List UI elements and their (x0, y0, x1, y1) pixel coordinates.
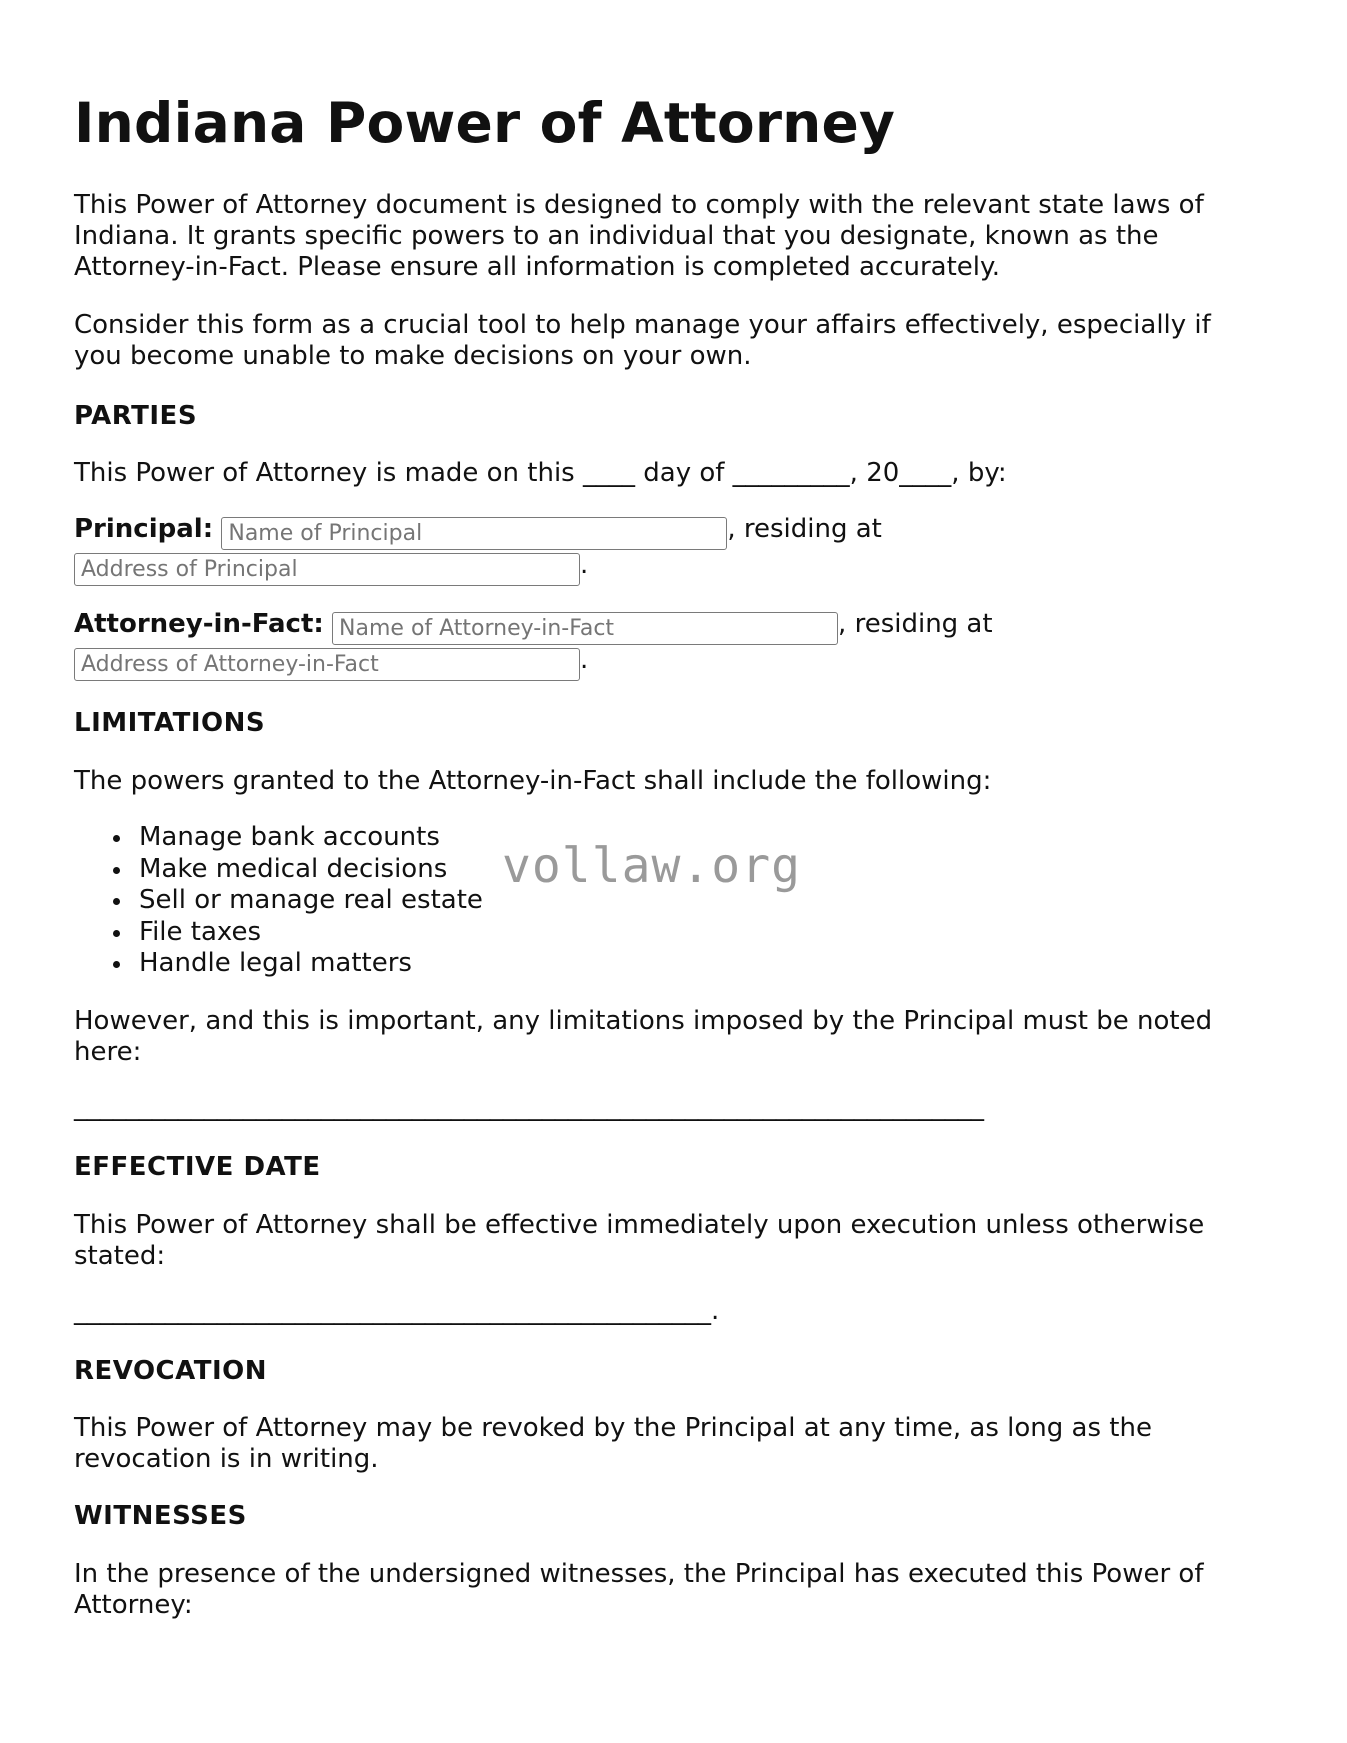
principal-residing-text: , residing at (727, 514, 882, 544)
principal-address-row (74, 550, 588, 586)
list-item: Sell or manage real estate (139, 885, 483, 915)
witnesses-text: In the presence of the undersigned witnesses, the Principal has executed this Power of Attorney: (74, 1559, 1204, 1620)
watermark: vollaw.org (502, 838, 801, 894)
limitations-heading: LIMITATIONS (74, 708, 266, 738)
powers-list (74, 822, 483, 980)
made-on-line: This Power of Attorney is made on this ____ day of _________, 20____, by: (74, 458, 1007, 488)
limitations-intro: The powers granted to the Attorney-in-Fact shall include the following: (74, 766, 992, 796)
list-item: File taxes (139, 917, 483, 949)
list-item: Make medical decisions (139, 854, 483, 886)
revocation-heading: REVOCATION (74, 1356, 268, 1386)
list-item: Manage bank accounts (139, 822, 483, 854)
principal-address-period: . (580, 550, 589, 580)
limitations-blank-line: ______________________________________________________________________ (74, 1092, 984, 1122)
principal-row (74, 514, 882, 550)
principal-address-input[interactable] (74, 553, 580, 586)
effective-date-heading: EFFECTIVE DATE (74, 1152, 321, 1182)
effective-date-blank-line: _________________________________________________. (74, 1296, 720, 1326)
list-item: Handle legal matters (139, 948, 483, 980)
witnesses-heading: WITNESSES (74, 1501, 247, 1531)
page-title: Indiana Power of Attorney (74, 91, 896, 155)
revocation-text: This Power of Attorney may be revoked by the Principal at any time, as long as the revocation is in writing. (74, 1413, 1152, 1474)
attorney-address-period: . (580, 645, 589, 675)
intro-paragraph-1: This Power of Attorney document is designed to comply with the relevant state laws of Indiana. It grants specific powers to an individual that you designate, known as the Attorney-in-Fact. Please ensure all information is completed accurately. (74, 190, 1204, 282)
limitations-note: However, and this is important, any limitations imposed by the Principal must be noted here: (74, 1006, 1213, 1067)
attorney-residing-text: , residing at (838, 609, 993, 639)
attorney-name-input[interactable] (332, 612, 838, 645)
principal-name-input[interactable] (221, 517, 727, 550)
parties-heading: PARTIES (74, 401, 198, 431)
attorney-address-input[interactable] (74, 648, 580, 681)
attorney-row (74, 609, 993, 645)
intro-paragraph-2: Consider this form as a crucial tool to help manage your affairs effectively, especially if you become unable to make decisions on your own. (74, 310, 1211, 371)
effective-date-text: This Power of Attorney shall be effective immediately upon execution unless otherwise stated: (74, 1210, 1205, 1271)
attorney-label: Attorney-in-Fact: (74, 609, 324, 639)
attorney-address-row (74, 645, 588, 681)
principal-label: Principal: (74, 514, 214, 544)
